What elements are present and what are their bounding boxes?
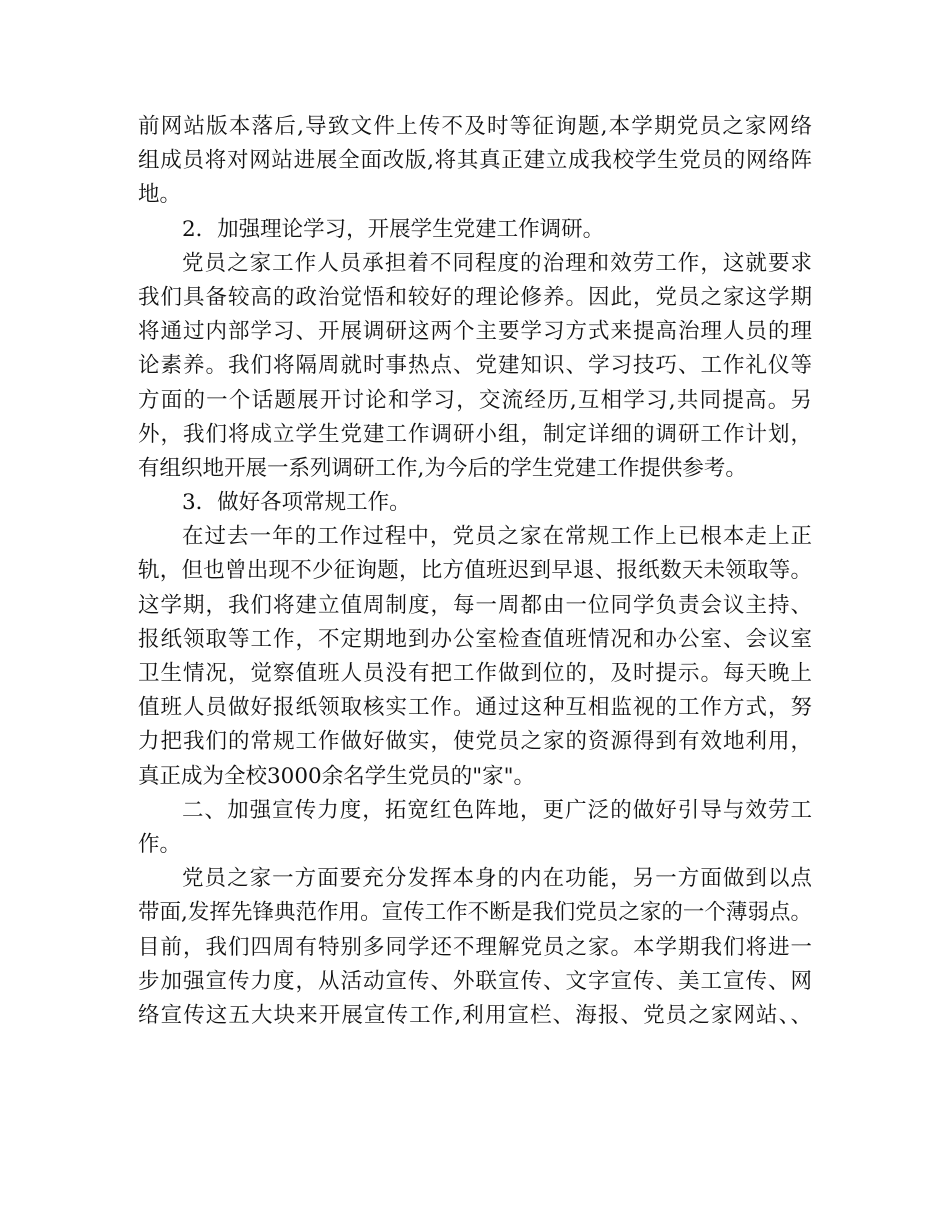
text-line: 轨，但也曾出现不少征询题，比方值班迟到早退、报纸数天未领取等。 [138, 558, 812, 584]
text-line: 报纸领取等工作，不定期地到办公室检查值班情况和办公室、会议室 [138, 626, 812, 652]
text-line: 前网站版本落后,导致文件上传不及时等征询题,本学期党员之家网络 [138, 114, 812, 139]
text-line: 论素养。我们将隔周就时事热点、党建知识、学习技巧、工作礼仪等 [138, 353, 812, 379]
text-line: 卫生情况，觉察值班人员没有把工作做到位的，及时提示。每天晚上 [138, 661, 812, 686]
text-line: 党员之家工作人员承担着不同程度的治理和效劳工作，这就要求 [182, 250, 812, 276]
section-heading: 2．加强理论学习，开展学生党建工作调研。 [182, 216, 605, 242]
text-line: 带面,发挥先锋典范作用。宣传工作不断是我们党员之家的一个薄弱点。 [138, 900, 812, 926]
text-line: 这学期，我们将建立值周制度，每一周都由一位同学负责会议主持、 [138, 592, 812, 618]
text-line: 步加强宣传力度，从活动宣传、外联宣传、文字宣传、美工宣传、网 [138, 968, 812, 994]
text-line: 方面的一个话题展开讨论和学习，交流经历,互相学习,共同提高。另 [138, 387, 812, 413]
document-body [138, 110, 812, 1033]
text-line: 在过去一年的工作过程中，党员之家在常规工作上已根本走上正 [182, 524, 812, 550]
text-line: 我们具备较高的政治觉悟和较好的理论修养。因此，党员之家这学期 [138, 284, 812, 310]
text-line: 络宣传这五大块来开展宣传工作,利用宣栏、海报、党员之家网站、、 [138, 1002, 812, 1028]
text-line: 值班人员做好报纸领取核实工作。通过这种互相监视的工作方式，努 [138, 695, 812, 721]
text-line: 地。 [138, 182, 182, 208]
text-line: 目前，我们四周有特别多同学还不理解党员之家。本学期我们将进一 [138, 934, 812, 960]
text-line: 党员之家一方面要充分发挥本身的内在功能，另一方面做到以点 [182, 866, 812, 892]
section-heading: 3．做好各项常规工作。 [182, 490, 411, 516]
text-line: 组成员将对网站进展全面改版,将其真正建立成我校学生党员的网络阵 [138, 148, 812, 174]
text-line: 有组织地开展一系列调研工作,为今后的学生党建工作提供参考。 [138, 455, 747, 481]
section-heading: 二、加强宣传力度，拓宽红色阵地，更广泛的做好引导与效劳工 [182, 797, 812, 823]
text-line: 真正成为全校3000余名学生党员的"家"。 [138, 763, 535, 789]
text-line: 作。 [138, 831, 182, 857]
text-line: 外，我们将成立学生党建工作调研小组，制定详细的调研工作计划， [138, 421, 812, 447]
text-line: 力把我们的常规工作做好做实，使党员之家的资源得到有效地利用， [138, 729, 812, 755]
text-line: 将通过内部学习、开展调研这两个主要学习方式来提高治理人员的理 [138, 319, 812, 345]
